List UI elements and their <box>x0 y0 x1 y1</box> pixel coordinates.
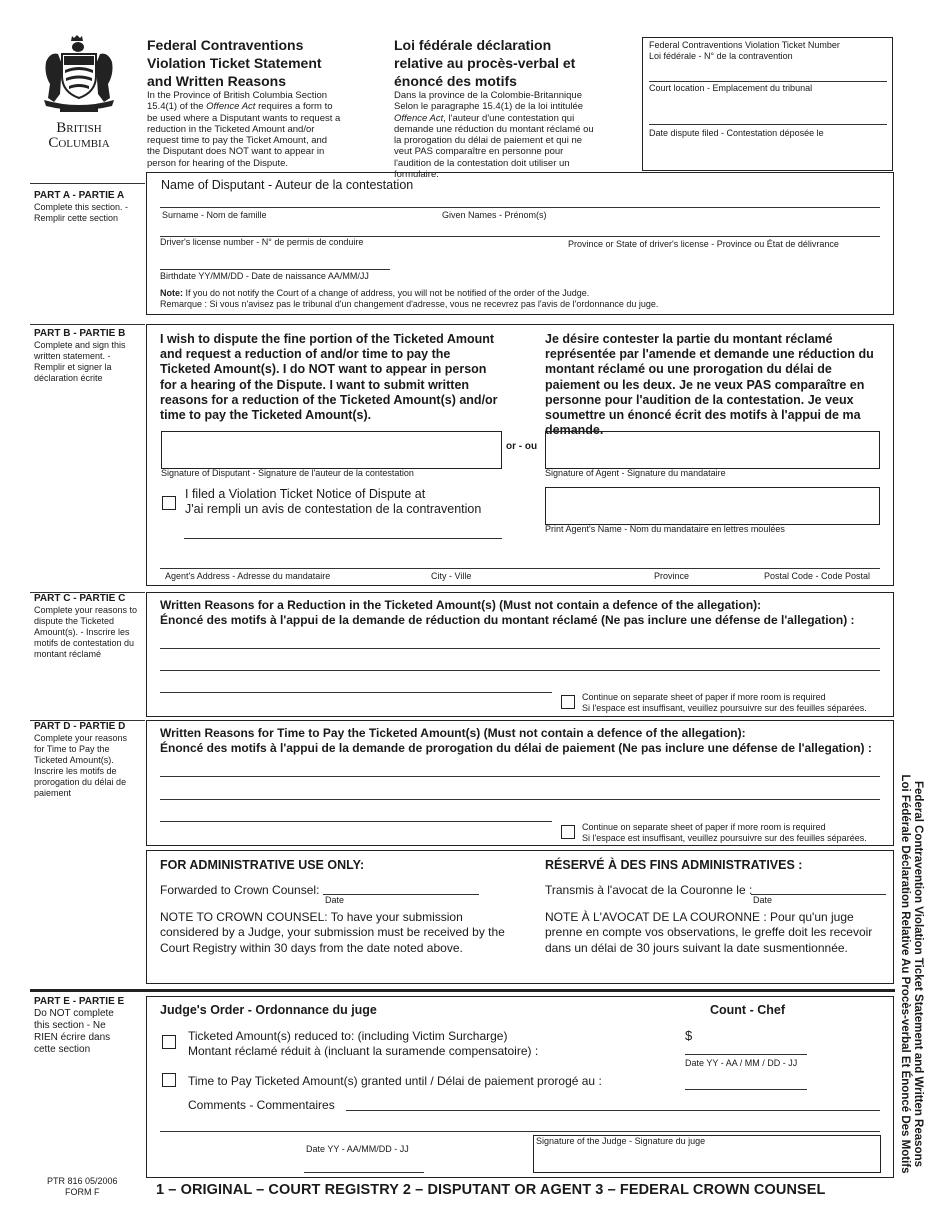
admin-heading-en: FOR ADMINISTRATIVE USE ONLY: <box>160 858 365 872</box>
postal-label: Postal Code - Code Postal <box>764 571 871 581</box>
reduced-amount-field[interactable] <box>685 1054 807 1055</box>
forwarded-fr-label: Transmis à l'avocat de la Couronne le : <box>545 883 753 897</box>
header-english <box>147 36 347 169</box>
note-en: If you do not notify the Court of a change of address, you will not be notified of the order of the Judge. <box>185 288 590 298</box>
reduction-reason-line-3[interactable] <box>160 692 552 693</box>
city-label: City - Ville <box>431 571 472 581</box>
comments-label: Comments - Commentaires <box>188 1098 335 1112</box>
part-c-box <box>146 592 894 717</box>
time-to-pay-label: Time to Pay Ticketed Amount(s) granted until / Délai de paiement prorogé au : <box>188 1074 602 1088</box>
time-reason-line-1[interactable] <box>160 776 880 777</box>
part-d-heading-en: Written Reasons for Time to Pay the Ticketed Amount(s) (Must not contain a defence of the allegation): <box>160 726 746 740</box>
title-fr-line-2: relative au procès-verbal et <box>394 55 576 71</box>
title-fr-line-3: énoncé des motifs <box>394 73 517 89</box>
part-d-instructions: Complete your reasons for Time to Pay the Ticketed Amount(s). Inscrire les motifs de prorogation du délai de paiement <box>34 733 128 798</box>
birthdate-field[interactable] <box>160 269 390 270</box>
filed-location-field[interactable] <box>184 538 502 539</box>
print-agent-label: Print Agent's Name - Nom du mandataire en lettres moulées <box>545 524 785 534</box>
sig-agent-label: Signature of Agent - Signature du mandataire <box>545 468 726 478</box>
bc-logo <box>38 34 120 151</box>
disputant-name-heading: Name of Disputant - Auteur de la contestation <box>161 178 414 192</box>
date-dispute-label: Date dispute filed - Contestation déposée le <box>649 128 824 138</box>
title-fr <box>394 36 604 90</box>
part-b-instructions: Complete and sign this written statement. - Remplir et signer la déclaration écrite <box>34 340 126 383</box>
court-location-label: Court location - Emplacement du tribunal <box>649 83 813 93</box>
province-license-label: Province or State of driver's license - Province ou État de délivrance <box>568 239 839 249</box>
time-reason-line-2[interactable] <box>160 799 880 800</box>
intro-fr-act: Offence Act <box>394 112 444 124</box>
admin-box <box>146 850 894 984</box>
crown-note-fr: NOTE À L'AVOCAT DE LA COURONNE : Pour qu'un juge prenne en compte vos observations, le greffe doit les recevoir dans un délai de 30 jours suivant la date susmentionnée. <box>545 910 873 955</box>
continue-d-fr: Si l'espace est insuffisant, veuillez poursuivre sur des feuilles séparées. <box>582 833 867 843</box>
part-b-divider <box>30 324 145 325</box>
part-e-title: PART E - PARTIE E <box>34 996 125 1007</box>
statement-fr: Je désire contester la partie du montant réclamé représentée par l'amende et demande une réduction du montant réclamé ou une prorogation du délai de paiement ou les deux. Je ne veux PAS comparaître en personne pour l'audition de la contestation. Je veux soumettre un énoncé écrit des motifs à l'appui de ma demande. <box>545 332 874 438</box>
vertical-title <box>896 768 924 1180</box>
copy-distribution: 1 – ORIGINAL – COURT REGISTRY 2 – DISPUTANT OR AGENT 3 – FEDERAL CROWN COUNSEL <box>156 1182 826 1198</box>
or-label: or - ou <box>506 441 538 452</box>
registry-box <box>642 37 893 171</box>
part-a-instructions: Complete this section. - Remplir cette section <box>34 202 129 223</box>
time-to-pay-checkbox[interactable] <box>162 1073 176 1087</box>
part-c-heading-en: Written Reasons for a Reduction in the Ticketed Amount(s) (Must not contain a defence of the allegation): <box>160 598 762 612</box>
continue-d-text <box>582 822 867 844</box>
vertical-title-en: Federal Contravention Violation Ticket Statement and Written Reasons <box>912 781 924 1167</box>
judge-date-field[interactable] <box>304 1172 424 1173</box>
agent-name-field[interactable] <box>545 487 880 525</box>
dollar-sign: $ <box>685 1028 693 1043</box>
intro-en-post: requires a form to be used where a Disputant wants to request a reduction in the Ticketed Amount and/or request time to pay the Ticket Amount, and the Disputant does NOT want to appear in person for hearing of the Dispute. <box>147 101 341 169</box>
logo-text <box>38 121 120 151</box>
part-d-title: PART D - PARTIE D <box>34 721 126 732</box>
form-code <box>47 1176 118 1198</box>
vertical-title-inner <box>898 768 924 1180</box>
court-location-field[interactable] <box>649 124 887 125</box>
part-a-box <box>146 172 894 315</box>
comments-field-2[interactable] <box>160 1131 880 1132</box>
intro-fr <box>394 90 599 180</box>
admin-heading-fr: RÉSERVÉ À DES FINS ADMINISTRATIVES : <box>545 858 803 872</box>
reduction-reason-line-1[interactable] <box>160 648 880 649</box>
judge-signature-field[interactable] <box>533 1135 881 1173</box>
part-e-rule <box>30 989 895 992</box>
part-b-box <box>146 324 894 586</box>
title-en-line-2: Violation Ticket Statement <box>147 55 322 71</box>
agent-address-field[interactable] <box>160 568 880 569</box>
ticket-number-label <box>649 40 840 62</box>
logo-line-2: Columbia <box>48 135 110 151</box>
filed-notice-checkbox[interactable] <box>162 496 176 510</box>
surname-label: Surname - Nom de famille <box>162 210 267 220</box>
forwarded-en-field[interactable] <box>323 894 479 895</box>
form-code-number: PTR 816 05/2006 <box>47 1176 118 1186</box>
intro-en <box>147 90 342 169</box>
reduced-text <box>188 1029 538 1058</box>
ticket-number-field[interactable] <box>649 81 887 82</box>
ticket-number-en: Federal Contraventions Violation Ticket Number <box>649 40 840 50</box>
part-d-label <box>34 721 142 799</box>
ticket-number-fr: Loi fédérale - N° de la contravention <box>649 51 793 61</box>
agent-address-label: Agent's Address - Adresse du mandataire <box>165 571 331 581</box>
license-label: Driver's license number - N° de permis de conduire <box>160 237 364 247</box>
logo-line-1: British <box>56 120 102 136</box>
crown-note-en: NOTE TO CROWN COUNSEL: To have your submission considered by a Judge, your submission must be received by the Court Registry within 30 days from the date noted above. <box>160 910 505 955</box>
continue-c-text <box>582 692 867 714</box>
part-c-heading <box>160 598 890 628</box>
time-to-pay-field[interactable] <box>685 1089 807 1090</box>
form-code-letter: FORM F <box>65 1187 100 1197</box>
agent-signature-field[interactable] <box>545 431 880 469</box>
part-a-divider <box>30 183 145 184</box>
intro-en-act: Offence Act <box>206 101 256 113</box>
sig-disputant-label: Signature of Disputant - Signature de l'auteur de la contestation <box>161 468 414 478</box>
disputant-signature-field[interactable] <box>161 431 502 469</box>
note-label: Note: <box>160 288 183 298</box>
coat-of-arms-icon <box>38 34 120 114</box>
province-label: Province <box>654 571 690 581</box>
part-e-instructions: Do NOT complete this section - Ne RIEN écrire dans cette section <box>34 1008 114 1055</box>
forwarded-en-label: Forwarded to Crown Counsel: <box>160 883 320 897</box>
reduction-reason-line-2[interactable] <box>160 670 880 671</box>
time-reason-line-3[interactable] <box>160 821 552 822</box>
header-french <box>394 36 604 180</box>
continue-c-en: Continue on separate sheet of paper if more room is required <box>582 692 826 702</box>
vertical-title-fr: Loi Fédérale Déclaration Relative Au Procès-verbal Et Énoncé Des Motifs <box>899 774 911 1174</box>
birthdate-label: Birthdate YY/MM/DD - Date de naissance AA/MM/JJ <box>160 271 369 281</box>
note-fr: Remarque : Si vous n'avisez pas le tribunal d'un changement d'adresse, vous ne recevrez pas l'avis de l'ordonnance du juge. <box>160 299 659 309</box>
part-e-box <box>146 996 894 1178</box>
given-names-label: Given Names - Prénom(s) <box>442 210 547 220</box>
part-c-instructions: Complete your reasons to dispute the Ticketed Amount(s). - Inscrire les motifs de contestation du montant réclamé <box>34 605 138 659</box>
title-en-line-1: Federal Contraventions <box>147 37 304 53</box>
comments-field-1[interactable] <box>346 1110 880 1111</box>
intro-fr-post: , l'auteur d'une contestation qui demande une réduction du montant réclamé ou la prorogation du délai de paiement et qui ne veut PAS comparaître en personne pour l'audition de la contestation doit utiliser un formulaire. <box>394 112 594 181</box>
statement-en: I wish to dispute the fine portion of the Ticketed Amount and request a reduction of and/or time to pay the Ticketed Amount(s). I do NOT want to appear in person for a hearing of the Dispute. I want to submit written reasons for a reduction of the Ticketed Amount(s) and/or time to pay the Ticketed Amount(s). <box>160 332 498 423</box>
title-en <box>147 36 347 90</box>
count-heading: Count - Chef <box>710 1003 785 1017</box>
date-bottom-label: Date YY - AA/MM/DD - JJ <box>306 1144 409 1154</box>
part-b-label <box>34 328 142 384</box>
forwarded-fr-date: Date <box>753 895 773 905</box>
part-d-heading-fr: Énoncé des motifs à l'appui de la demande de prorogation du délai de paiement (Ne pas inclure une défense de l'allegation) : <box>160 741 872 755</box>
date-format-label: Date YY - AA / MM / DD - JJ <box>685 1058 798 1068</box>
part-c-label <box>34 593 142 660</box>
reduced-en: Ticketed Amount(s) reduced to: (including Victim Surcharge) <box>188 1029 508 1043</box>
part-d-box <box>146 720 894 846</box>
continue-d-en: Continue on separate sheet of paper if more room is required <box>582 822 826 832</box>
part-a-label <box>34 190 142 224</box>
continue-c-fr: Si l'espace est insuffisant, veuillez poursuivre sur des feuilles séparées. <box>582 703 867 713</box>
reduced-fr: Montant réclamé réduit à (incluant la suramende compensatoire) : <box>188 1043 539 1058</box>
name-field[interactable] <box>160 207 880 208</box>
intro-fr-pre: Dans la province de la Colombie-Britannique Selon le paragraphe 15.4(1) de la loi intitulée <box>394 90 584 113</box>
judge-signature-label: Signature of the Judge - Signature du juge <box>536 1136 706 1146</box>
continue-c-checkbox[interactable] <box>561 695 575 709</box>
reduced-checkbox[interactable] <box>162 1035 176 1049</box>
address-note <box>160 288 885 310</box>
part-c-heading-fr: Énoncé des motifs à l'appui de la demande de réduction du montant réclamé (Ne pas inclure une défense de l'allegation) : <box>160 613 855 627</box>
continue-d-checkbox[interactable] <box>561 825 575 839</box>
forwarded-en-date: Date <box>325 895 345 905</box>
intro-en-pre: In the Province of British Columbia Section 15.4(1) of the <box>147 90 328 113</box>
part-e-label <box>34 996 142 1056</box>
part-d-heading <box>160 726 890 756</box>
title-fr-line-1: Loi fédérale déclaration <box>394 37 552 53</box>
filed-en: I filed a Violation Ticket Notice of Dispute at <box>185 487 426 501</box>
filed-notice-text <box>185 487 481 516</box>
filed-fr: J'ai rempli un avis de contestation de la contravention <box>185 501 482 516</box>
title-en-line-3: and Written Reasons <box>147 73 286 89</box>
judge-order-heading: Judge's Order - Ordonnance du juge <box>160 1003 377 1017</box>
part-c-title: PART C - PARTIE C <box>34 593 126 604</box>
part-a-title: PART A - PARTIE A <box>34 190 125 201</box>
part-b-title: PART B - PARTIE B <box>34 328 126 339</box>
